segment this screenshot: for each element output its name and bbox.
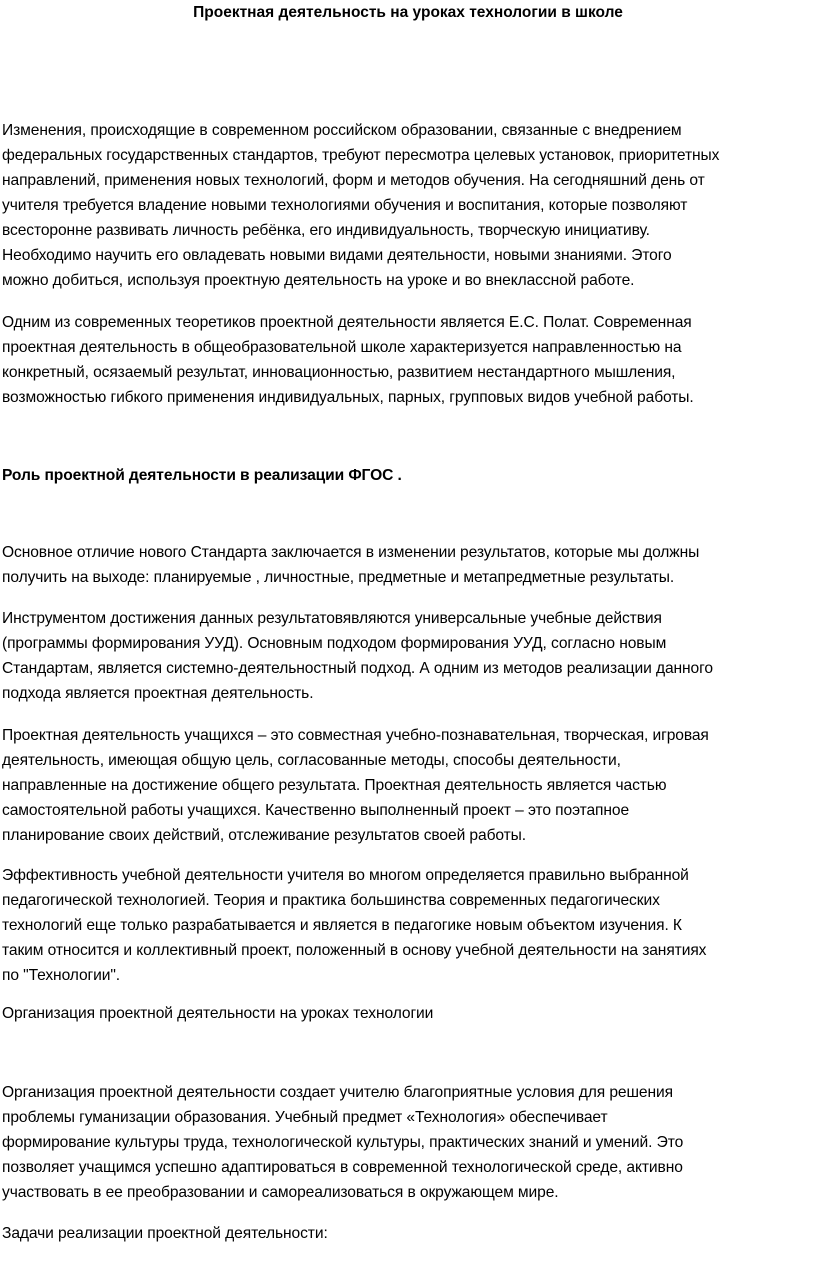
text-line: Изменения, происходящие в современном российском образовании, связанные с внедрением	[2, 122, 682, 139]
section-heading	[2, 463, 816, 488]
text-line: Стандартам, является системно-деятельностный подход. А одним из методов реализации данного	[2, 660, 713, 677]
text-line: планирование своих действий, отслеживание результатов своей работы.	[2, 827, 527, 844]
text-line: всесторонне развивать личность ребёнка, его индивидуальность, творческую инициативу.	[2, 222, 650, 239]
text-line: участвовать в ее преобразовании и самореализоваться в окружающем мире.	[2, 1184, 559, 1201]
text-line: учителя требуется владение новыми технологиями обучения и воспитания, которые позволяют	[2, 197, 688, 214]
text-line: подхода является проектная деятельность.	[2, 685, 314, 702]
text-line: возможностью гибкого применения индивидуальных, парных, групповых видов учебной работы.	[2, 389, 694, 406]
text-line: получить на выходе: планируемые , личностные, предметные и метапредметные результаты.	[2, 569, 675, 586]
paragraph	[2, 1221, 816, 1246]
text-line: позволяет учащимся успешно адаптироваться в современной технологической среде, активно	[2, 1159, 683, 1176]
paragraph	[2, 723, 816, 848]
text-line: Эффективность учебной деятельности учителя во многом определяется правильно выбранной	[2, 867, 689, 884]
paragraph	[2, 310, 816, 410]
text-line: деятельность, имеющая общую цель, согласованные методы, способы деятельности,	[2, 752, 621, 769]
text-line: Проектная деятельность учащихся – это совместная учебно-познавательная, творческая, игровая	[2, 727, 709, 744]
text-line: педагогической технологией. Теория и практика большинства современных педагогических	[2, 892, 660, 909]
text-line: направлений, применения новых технологий, форм и методов обучения. На сегодняшний день от	[2, 172, 705, 189]
text-line: формирование культуры труда, технологической культуры, практических знаний и умений. Это	[2, 1134, 684, 1151]
text-line: Организация проектной деятельности на уроках технологии	[2, 1005, 434, 1022]
paragraph	[2, 863, 816, 988]
text-line: Одним из современных теоретиков проектной деятельности является Е.С. Полат. Современная	[2, 314, 692, 331]
text-line: Организация проектной деятельности создает учителю благоприятные условия для решения	[2, 1084, 673, 1101]
text-line: технологий еще только разрабатывается и является в педагогике новым объектом изучения. К	[2, 917, 682, 934]
text-line: федеральных государственных стандартов, требуют пересмотра целевых установок, приоритетных	[2, 147, 720, 164]
paragraph	[2, 540, 816, 590]
text-line: конкретный, осязаемый результат, инновационностью, развитием нестандартного мышления,	[2, 364, 676, 381]
paragraph	[2, 118, 816, 293]
text-line: Основное отличие нового Стандарта заключается в изменении результатов, которые мы должны	[2, 544, 700, 561]
paragraph	[2, 1001, 816, 1026]
document-title: Проектная деятельность на уроках технологии в школе	[193, 4, 623, 21]
text-line: можно добиться, используя проектную деятельность на уроке и во внеклассной работе.	[2, 272, 635, 289]
text-line: по "Технологии".	[2, 967, 121, 984]
text-line: таким относится и коллективный проект, положенный в основу учебной деятельности на занятиях	[2, 942, 707, 959]
paragraph	[2, 606, 816, 706]
text-line: самостоятельной работы учащихся. Качественно выполненный проект – это поэтапное	[2, 802, 630, 819]
text-line: Задачи реализации проектной деятельности:	[2, 1225, 328, 1242]
text-line: проблемы гуманизации образования. Учебный предмет «Технология» обеспечивает	[2, 1109, 608, 1126]
text-line: (программы формирования УУД). Основным подходом формирования УУД, согласно новым	[2, 635, 667, 652]
text-line: Роль проектной деятельности в реализации ФГОС .	[2, 467, 402, 484]
text-line: направленные на достижение общего результата. Проектная деятельность является частью	[2, 777, 667, 794]
text-line: Необходимо научить его овладевать новыми видами деятельности, новыми знаниями. Этого	[2, 247, 672, 264]
text-line: Инструментом достижения данных результатовявляются универсальные учебные действия	[2, 610, 662, 627]
paragraph	[2, 1080, 816, 1205]
text-line: проектная деятельность в общеобразовательной школе характеризуется направленностью на	[2, 339, 682, 356]
